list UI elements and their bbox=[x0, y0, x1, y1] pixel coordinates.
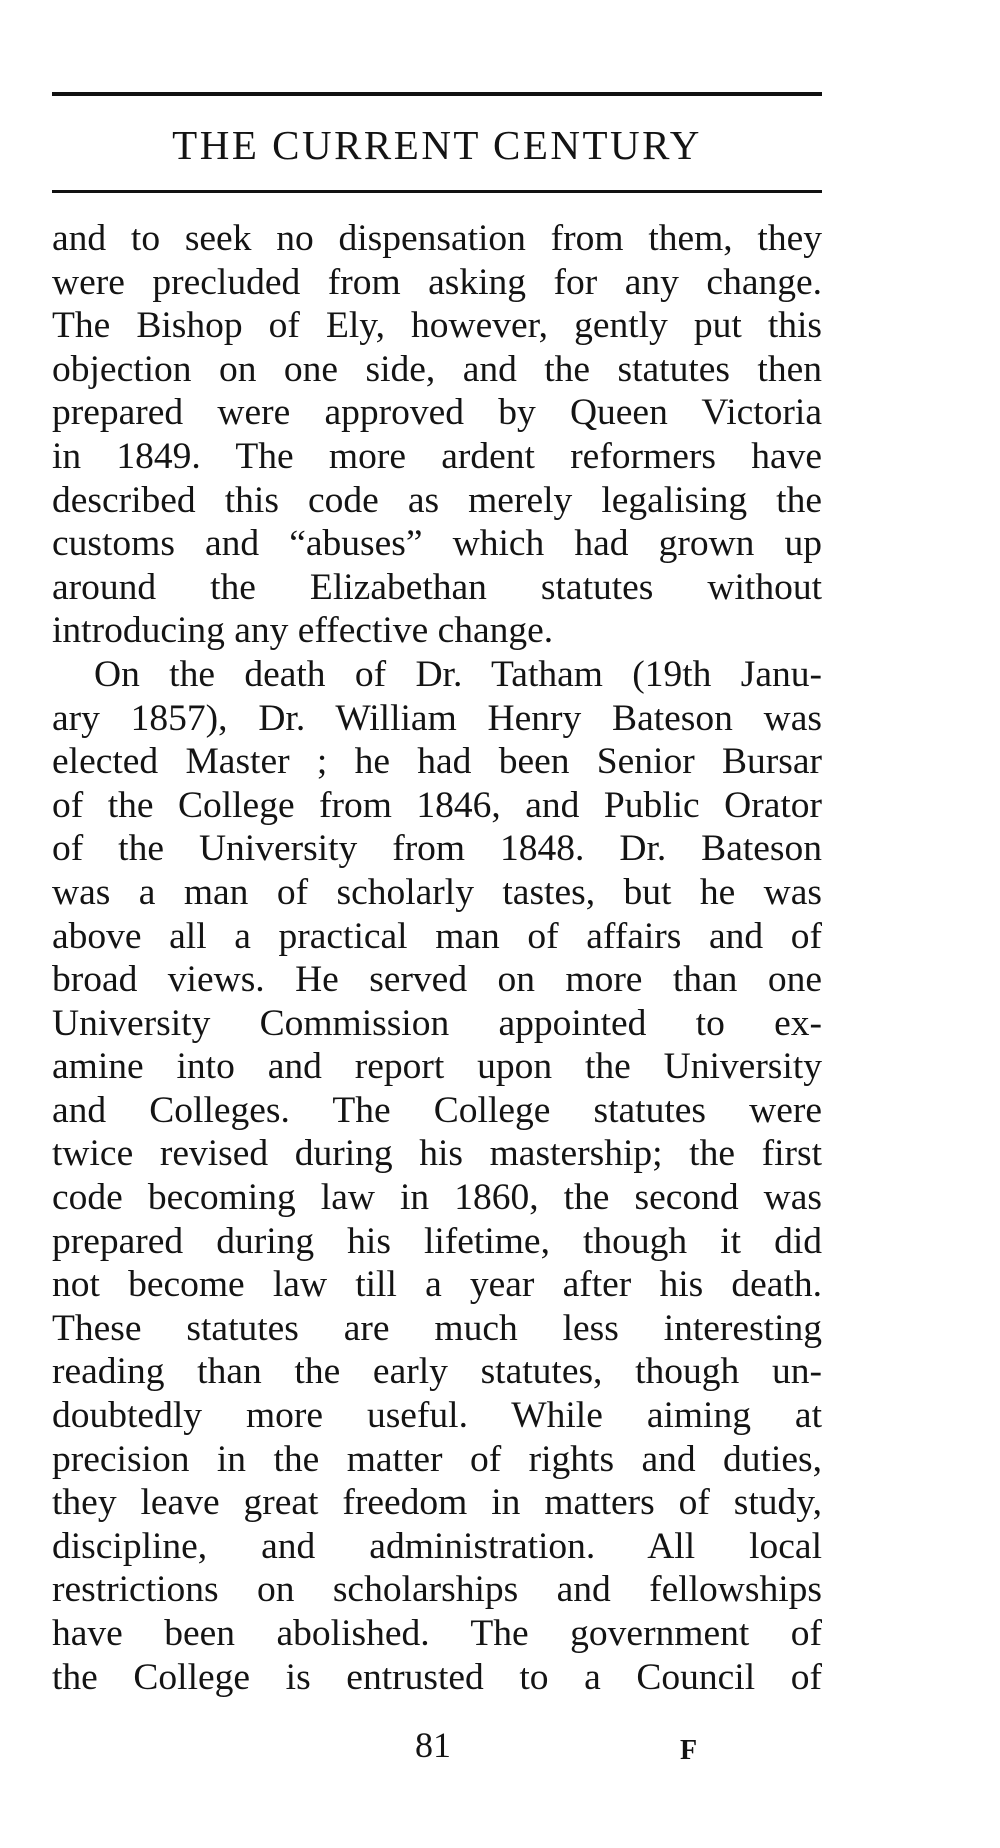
text-line: code becoming law in 1860, the second was bbox=[52, 1177, 822, 1219]
text-line: customs and “abuses” which had grown up bbox=[52, 523, 822, 565]
text-line: of the College from 1846, and Public Orator bbox=[52, 784, 822, 826]
text-line: prepared were approved by Queen Victoria bbox=[52, 392, 822, 434]
text-line: prepared during his lifetime, though it did bbox=[52, 1220, 822, 1262]
header-rule-top bbox=[52, 92, 822, 96]
text-line: were precluded from asking for any change. bbox=[52, 261, 822, 303]
text-line: These statutes are much less interesting bbox=[52, 1307, 822, 1349]
text-line: doubtedly more useful. While aiming at bbox=[52, 1395, 822, 1437]
text-line: restrictions on scholarships and fellowships bbox=[52, 1569, 822, 1611]
text-line: the College is entrusted to a Council of bbox=[52, 1656, 822, 1698]
header-rule-bottom bbox=[52, 190, 822, 193]
text-line: twice revised during his mastership; the first bbox=[52, 1133, 822, 1175]
text-line: University Commission appointed to ex- bbox=[52, 1002, 822, 1044]
text-line: amine into and report upon the University bbox=[52, 1046, 822, 1088]
text-line: and Colleges. The College statutes were bbox=[52, 1089, 822, 1131]
text-line: and to seek no dispensation from them, they bbox=[52, 218, 822, 259]
text-line: of the University from 1848. Dr. Bateson bbox=[52, 828, 822, 870]
text-line: On the death of Dr. Tatham (19th Janu- bbox=[94, 653, 822, 695]
text-line: reading than the early statutes, though un- bbox=[52, 1351, 822, 1393]
signature-mark: F bbox=[680, 1735, 698, 1766]
text-line: in 1849. The more ardent reformers have bbox=[52, 435, 822, 477]
body-text bbox=[52, 217, 822, 1699]
text-line: above all a practical man of affairs and of bbox=[52, 915, 822, 957]
text-line: introducing any effective change. bbox=[52, 610, 554, 652]
text-line: elected Master ; he had been Senior Bursar bbox=[52, 741, 822, 783]
running-header: THE CURRENT CENTURY bbox=[172, 122, 702, 168]
text-line: precision in the matter of rights and duties, bbox=[52, 1438, 822, 1480]
text-line: discipline, and administration. All local bbox=[52, 1525, 822, 1567]
page-number: 81 bbox=[415, 1725, 451, 1765]
text-line: they leave great freedom in matters of study, bbox=[52, 1482, 822, 1524]
text-line: ary 1857), Dr. William Henry Bateson was bbox=[52, 697, 822, 739]
text-line: described this code as merely legalising the bbox=[52, 479, 822, 521]
text-line: The Bishop of Ely, however, gently put this bbox=[52, 305, 822, 347]
text-line: have been abolished. The government of bbox=[52, 1613, 822, 1654]
text-line: broad views. He served on more than one bbox=[52, 959, 822, 1001]
text-line: around the Elizabethan statutes without bbox=[52, 566, 822, 608]
text-line: was a man of scholarly tastes, but he was bbox=[52, 871, 822, 913]
text-line: not become law till a year after his death. bbox=[52, 1264, 822, 1306]
text-line: objection on one side, and the statutes then bbox=[52, 348, 822, 390]
